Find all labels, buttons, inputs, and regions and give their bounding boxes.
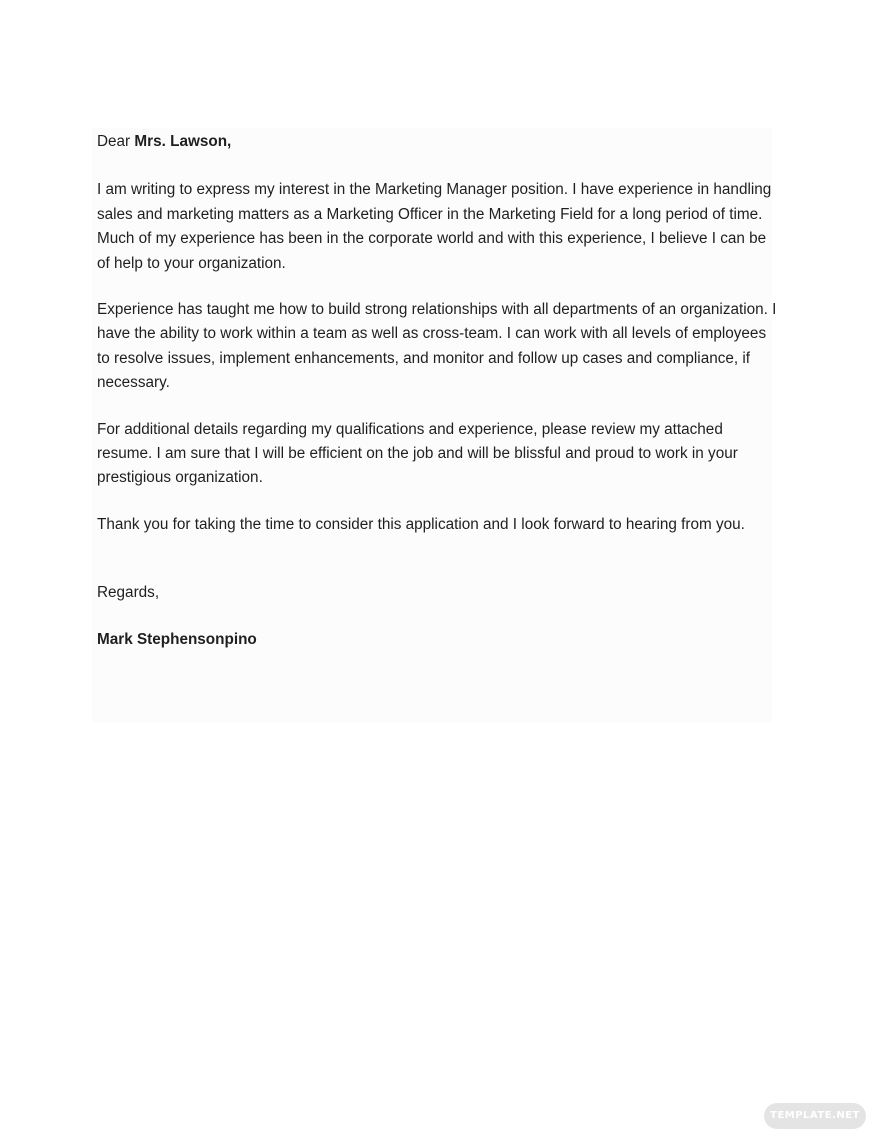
salutation-prefix: Dear [97, 133, 135, 150]
template-watermark: TEMPLATE.NET [764, 1103, 866, 1129]
recipient-name: Mrs. Lawson, [134, 133, 232, 150]
closing: Regards, [97, 584, 160, 602]
paragraph-thanks: Thank you for taking the time to consider this application and I look forward to hearing from you. [97, 515, 745, 533]
paragraph-interest: I am writing to express my interest in the Marketing Manager position. I have experience in handling sales and marketing matters as a Marketing Officer in the Marketing Field for a long period of time. Much of my experience has been in the corporate world and with this experience, I believe I can be of help to your organization. [97, 181, 772, 272]
paragraph-qualifications: For additional details regarding my qualifications and experience, please review my attached resume. I am sure that I will be efficient on the job and will be blissful and proud to work in your prestigious organization. [97, 420, 738, 487]
salutation [97, 130, 777, 154]
paragraph-experience: Experience has taught me how to build strong relationships with all departments of an organization. I have the ability to work within a team as well as cross-team. I can work with all levels of employees to resolve issues, implement enhancements, and monitor and follow up cases and compliance, if necessary. [97, 301, 777, 392]
signature-name: Mark Stephensonpino [97, 630, 257, 648]
letter-body [97, 130, 777, 652]
